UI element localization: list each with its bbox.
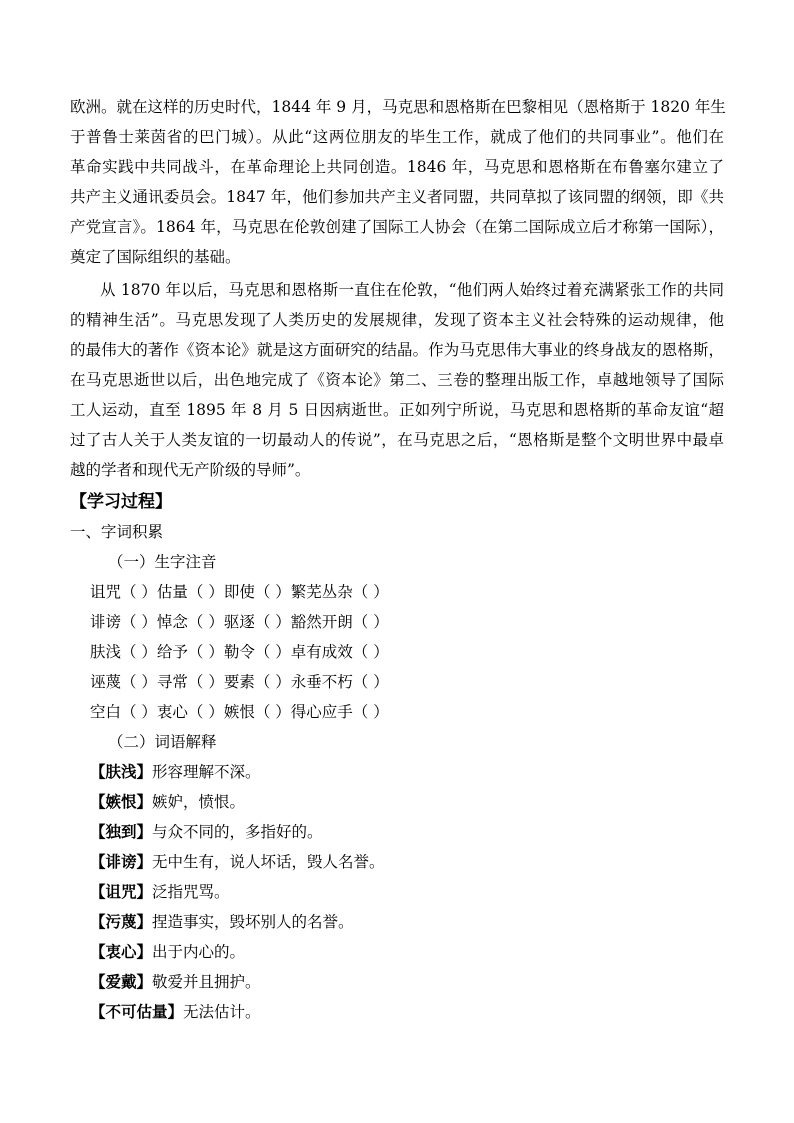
paragraph-line: 革命实践中共同战斗，在革命理论上共同创造。1846 年，马克思和恩格斯在布鲁塞尔建立了 bbox=[70, 158, 724, 176]
paragraph-line: 越的学者和现代无产阶级的导师”。 bbox=[70, 461, 311, 479]
paragraph-line: 奠定了国际组织的基础。 bbox=[70, 248, 241, 266]
definition-item bbox=[90, 757, 261, 787]
subsection-title: （二）词语解释 bbox=[108, 733, 217, 751]
definition-term: 【爱戴】 bbox=[90, 972, 153, 991]
paragraph-line: 的最伟大的著作《资本论》就是这方面研究的结晶。作为马克思伟大事业的终身战友的恩格斯， bbox=[70, 341, 724, 359]
definition-meaning: 无法估计。 bbox=[183, 1003, 261, 1021]
part-title: 一、字词积累 bbox=[70, 523, 164, 541]
paragraph-line: 于普鲁士莱茵省的巴门城）。从此“这两位朋友的毕生工作，就成了他们的共同事业”。他们在 bbox=[70, 128, 724, 146]
definition-item bbox=[90, 817, 323, 847]
definition-meaning: 嫉妒，愤恨。 bbox=[152, 793, 246, 811]
definition-meaning: 敬爱并且拥护。 bbox=[152, 973, 261, 991]
definition-meaning: 无中生有，说人坏话，毁人名誉。 bbox=[152, 853, 385, 871]
definition-item bbox=[90, 907, 354, 937]
definition-item bbox=[90, 877, 230, 907]
paragraph-line: 从 1870 年以后，马克思和恩格斯一直住在伦敦，“他们两人始终过着充满紧张工作的共同 bbox=[100, 281, 724, 299]
definition-term: 【诽谤】 bbox=[90, 852, 153, 871]
definition-term: 【诅咒】 bbox=[90, 882, 153, 901]
definition-meaning: 与众不同的，多指好的。 bbox=[152, 823, 323, 841]
definition-meaning: 形容理解不深。 bbox=[152, 763, 261, 781]
pinyin-row: 诽谤（ ）悼念（ ）驱逐（ ）豁然开朗（ ） bbox=[90, 613, 389, 631]
definition-item bbox=[90, 937, 245, 967]
definition-item bbox=[90, 787, 245, 817]
section-title: 【学习过程】 bbox=[70, 492, 172, 512]
paragraph-line: 在马克思逝世以后，出色地完成了《资本论》第二、三卷的整理出版工作，卓越地领导了国际 bbox=[70, 371, 724, 389]
definition-term: 【不可估量】 bbox=[90, 1002, 184, 1021]
paragraph-line: 欧洲。就在这样的历史时代，1844 年 9 月，马克思和恩格斯在巴黎相见（恩格斯于 1820 年生 bbox=[70, 98, 726, 116]
subsection-title: （一）生字注音 bbox=[108, 553, 217, 571]
paragraph-line: 的精神生活”。马克思发现了人类历史的发展规律，发现了资本主义社会特殊的运动规律，他 bbox=[70, 311, 724, 329]
pinyin-row: 空白（ ）衷心（ ）嫉恨（ ）得心应手（ ） bbox=[90, 703, 389, 721]
paragraph-line: 共产主义通讯委员会。1847 年，他们参加共产主义者同盟，共同草拟了该同盟的纲领，即《共 bbox=[70, 188, 724, 206]
pinyin-row: 肤浅（ ）给予（ ）勒令（ ）卓有成效（ ） bbox=[90, 643, 389, 661]
pinyin-row: 诬蔑（ ）寻常（ ）要素（ ）永垂不朽（ ） bbox=[90, 673, 389, 691]
definition-term: 【独到】 bbox=[90, 822, 153, 841]
paragraph-line: 工人运动，直至 1895 年 8 月 5 日因病逝世。正如列宁所说，马克思和恩格斯的革命友谊“超 bbox=[70, 401, 724, 419]
definition-term: 【嫉恨】 bbox=[90, 792, 153, 811]
definition-item bbox=[90, 997, 261, 1027]
definition-item bbox=[90, 967, 261, 997]
definition-meaning: 泛指咒骂。 bbox=[152, 883, 230, 901]
paragraph-line: 过了古人关于人类友谊的一切最动人的传说”，在马克思之后，“恩格斯是整个文明世界中最卓 bbox=[70, 431, 724, 449]
definition-term: 【衷心】 bbox=[90, 942, 153, 961]
definition-term: 【肤浅】 bbox=[90, 762, 153, 781]
pinyin-row: 诅咒（ ）估量（ ）即使（ ）繁芜丛杂（ ） bbox=[90, 583, 389, 601]
definition-term: 【污蔑】 bbox=[90, 912, 153, 931]
definition-meaning: 捏造事实，毁坏别人的名誉。 bbox=[152, 913, 354, 931]
definition-meaning: 出于内心的。 bbox=[152, 943, 246, 961]
paragraph-line: 产党宣言》。1864 年，马克思在伦敦创建了国际工人协会（在第二国际成立后才称第一国际）， bbox=[70, 218, 724, 236]
definition-item bbox=[90, 847, 385, 877]
